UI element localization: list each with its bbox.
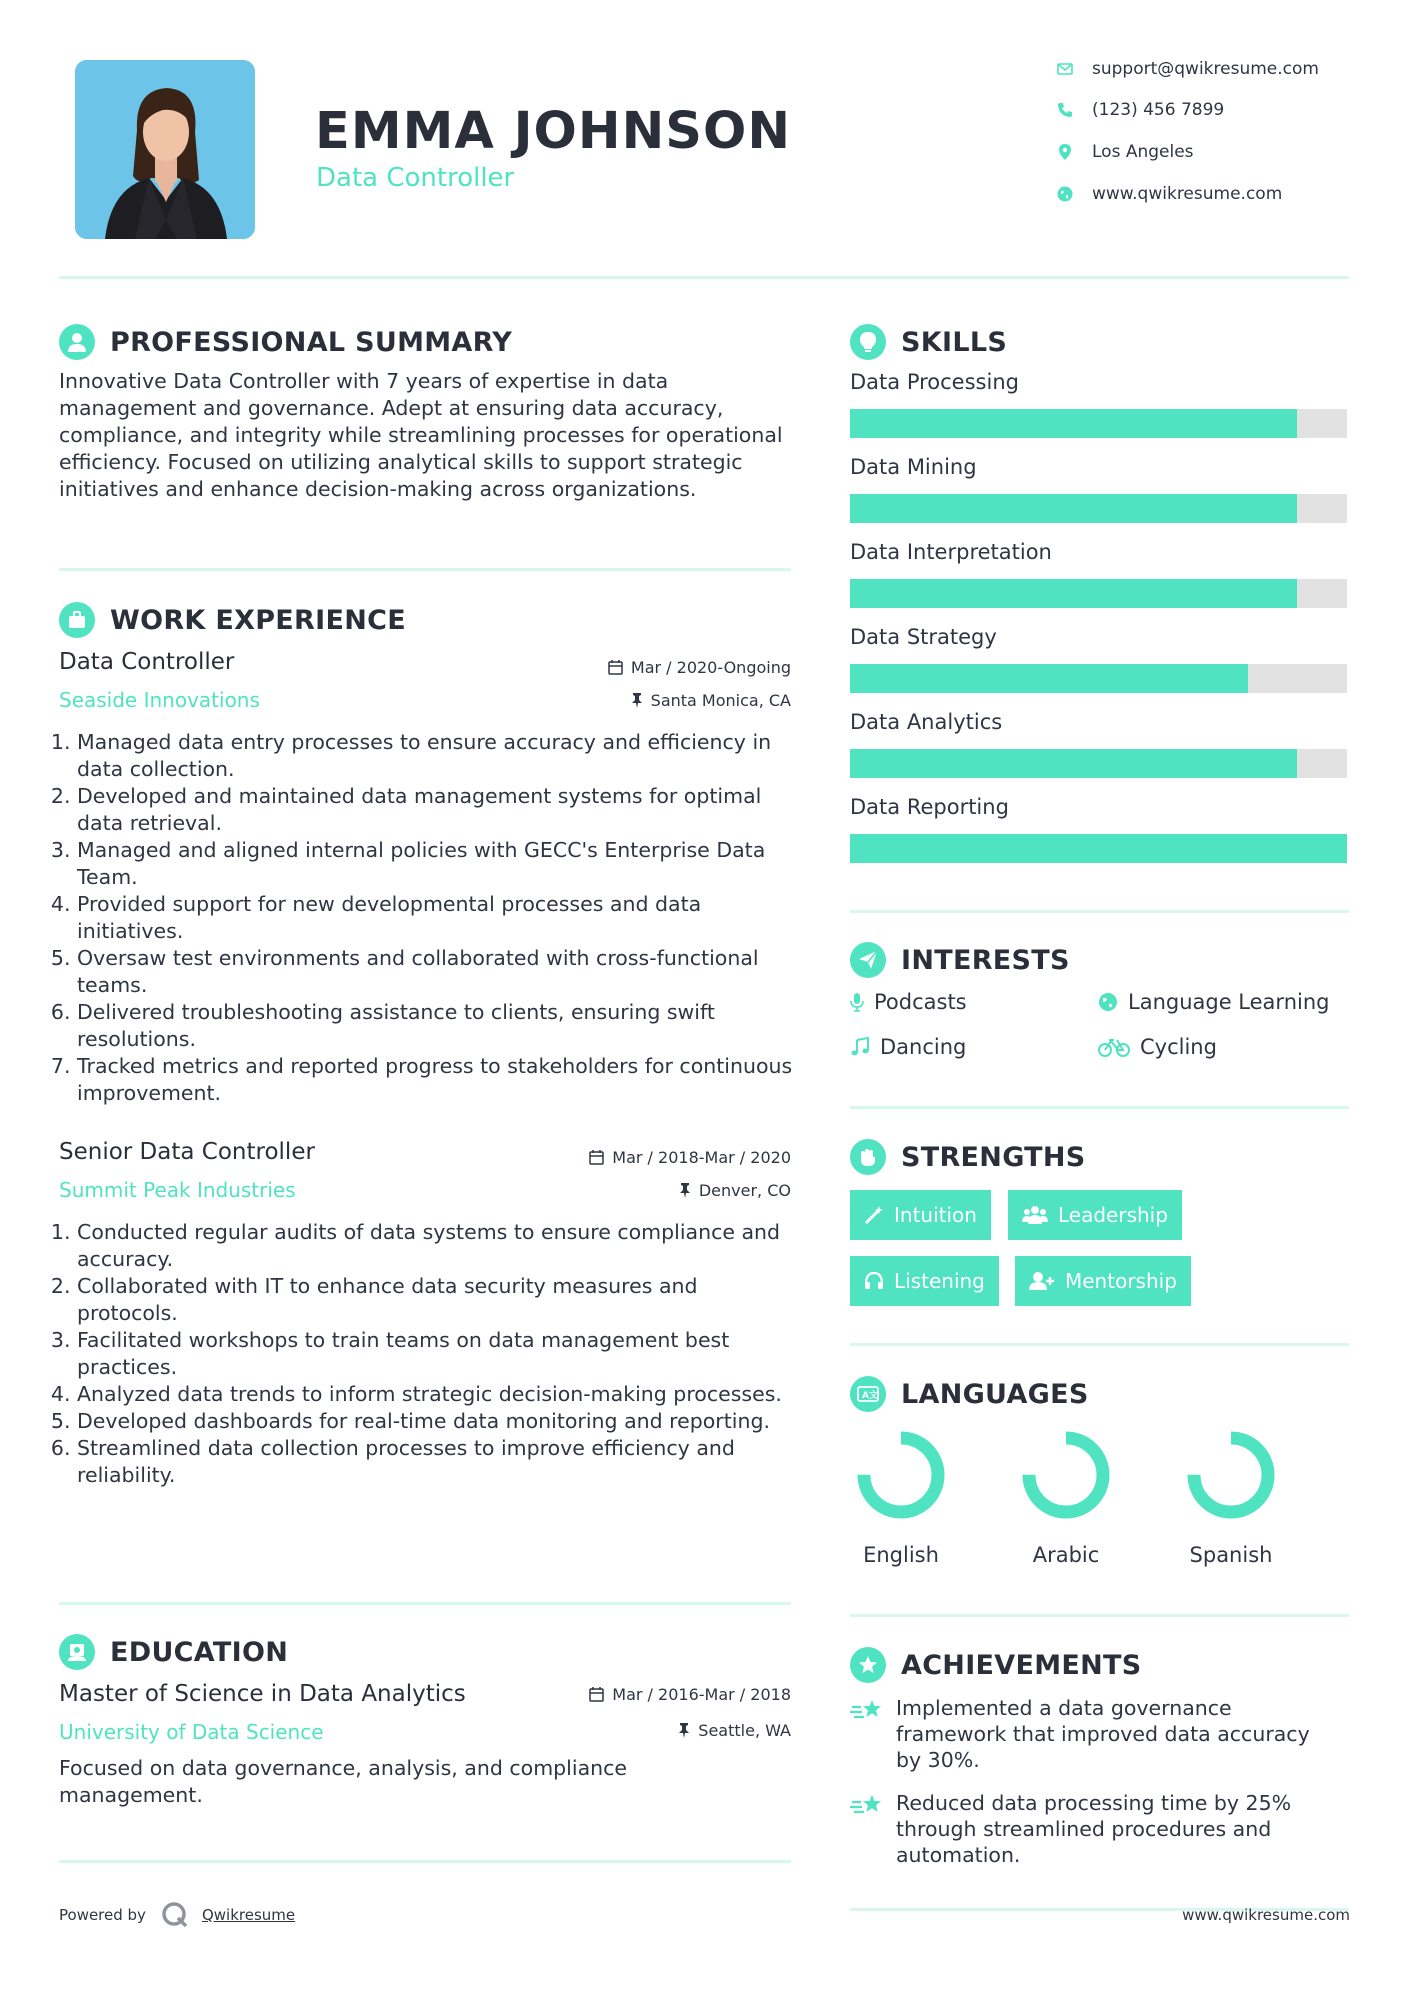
summary-divider — [59, 568, 791, 571]
strength-mentorship — [1015, 1256, 1191, 1306]
language-ring — [1183, 1427, 1279, 1523]
interest-dancing — [850, 1035, 966, 1059]
job-2-dates — [491, 1148, 791, 1167]
contact-location — [1056, 141, 1356, 163]
languages-heading — [850, 1376, 1089, 1412]
skill-label: Data Processing — [850, 370, 1019, 394]
job-2-title: Senior Data Controller — [59, 1139, 315, 1165]
strength-leadership-label: Leadership — [1058, 1203, 1168, 1227]
skill-bar-fill — [850, 834, 1347, 863]
list-item: 3. Facilitated workshops to train teams on data management best practices. — [77, 1327, 794, 1381]
contact-email[interactable] — [1056, 58, 1356, 80]
shooting-star-icon — [850, 1792, 884, 1868]
skill-bar-fill — [850, 579, 1297, 608]
list-item: 7. Tracked metrics and reported progress to stakeholders for continuous improvement. — [77, 1053, 794, 1107]
list-item: 5. Oversaw test environments and collaborated with cross-functional teams. — [77, 945, 794, 999]
user-plus-icon — [1029, 1271, 1055, 1291]
job-2-location-text: Denver, CO — [698, 1181, 791, 1200]
list-item: 4. Analyzed data trends to inform strategic decision-making processes. — [77, 1381, 794, 1408]
list-item: 1. Conducted regular audits of data systems to ensure compliance and accuracy. — [77, 1219, 794, 1273]
skills-heading-text: SKILLS — [901, 326, 1008, 358]
interests-heading — [850, 942, 1070, 978]
education-heading-text: EDUCATION — [110, 1636, 289, 1668]
strength-mentorship-label: Mentorship — [1065, 1269, 1177, 1293]
contact-email-text: support@qwikresume.com — [1092, 59, 1319, 79]
lightbulb-icon — [850, 324, 886, 360]
list-item: 4. Provided support for new developmental processes and data initiatives. — [77, 891, 794, 945]
job-1-title: Data Controller — [59, 649, 235, 675]
language-label: English — [863, 1543, 939, 1567]
contact-website[interactable] — [1056, 183, 1356, 205]
briefcase-icon — [59, 602, 95, 638]
contact-phone-text: (123) 456 7899 — [1092, 100, 1225, 120]
list-item: 6. Streamlined data collection processes to improve efficiency and reliability. — [77, 1435, 794, 1489]
summary-heading-text: PROFESSIONAL SUMMARY — [110, 326, 513, 358]
profile-photo — [75, 60, 255, 239]
music-note-icon — [850, 1037, 870, 1057]
skill-bar-fill — [850, 664, 1248, 693]
contact-website-text: www.qwikresume.com — [1092, 184, 1283, 204]
map-pin-icon — [1056, 143, 1074, 161]
candidate-name: EMMA JOHNSON — [315, 102, 792, 161]
interest-podcasts-label: Podcasts — [874, 990, 967, 1014]
phone-icon — [1056, 101, 1074, 119]
calendar-icon — [589, 1687, 604, 1702]
education-dates-text: Mar / 2016-Mar / 2018 — [612, 1685, 791, 1704]
skill-label: Data Mining — [850, 455, 977, 479]
job-1-location — [491, 691, 791, 710]
user-icon — [59, 324, 95, 360]
strengths-divider — [850, 1343, 1349, 1346]
language-ring-arc — [1029, 1438, 1103, 1512]
education-degree: Master of Science in Data Analytics — [59, 1681, 466, 1707]
footer-brand-link[interactable]: Qwikresume — [201, 1906, 296, 1924]
calendar-icon — [589, 1150, 604, 1165]
contact-phone[interactable] — [1056, 99, 1356, 121]
job-1-location-text: Santa Monica, CA — [650, 691, 791, 710]
star-badge-icon — [850, 1647, 886, 1683]
skill-bar-fill — [850, 494, 1297, 523]
achievement-2 — [850, 1790, 1330, 1868]
list-item: 5. Developed dashboards for real-time data monitoring and reporting. — [77, 1408, 794, 1435]
summary-text: Innovative Data Controller with 7 years of expertise in data management and governance. Adept at ensuring data accuracy, compliance, and integrity while streamlining processes for operational efficiency. Focused on utilizing analytical skills to support strategic initiatives and enhance decision-making across organizations. — [59, 369, 783, 501]
interest-dancing-label: Dancing — [880, 1035, 967, 1059]
contact-location-text: Los Angeles — [1092, 142, 1194, 162]
education-location-text: Seattle, WA — [698, 1721, 791, 1740]
education-description: Focused on data governance, analysis, and compliance management. — [59, 1756, 628, 1807]
skill-bar — [850, 579, 1347, 608]
education-location — [491, 1721, 791, 1740]
achievement-1-text: Implemented a data governance framework that improved data accuracy by 30%. — [896, 1696, 1310, 1772]
list-item: 3. Managed and aligned internal policies with GECC's Enterprise Data Team. — [77, 837, 794, 891]
mail-icon — [1056, 60, 1074, 78]
skills-divider — [850, 910, 1349, 913]
list-item: 2. Collaborated with IT to enhance data security measures and protocols. — [77, 1273, 794, 1327]
achievements-heading-text: ACHIEVEMENTS — [901, 1649, 1142, 1681]
qwikresume-logo-icon — [160, 1900, 190, 1930]
interests-divider — [850, 1106, 1349, 1109]
pin-icon — [678, 1723, 690, 1738]
experience-heading-text: WORK EXPERIENCE — [110, 604, 406, 636]
users-icon — [1022, 1205, 1048, 1225]
skill-bar — [850, 749, 1347, 778]
strength-listening — [850, 1256, 999, 1306]
language-ring-arc — [864, 1438, 938, 1512]
interests-heading-text: INTERESTS — [901, 944, 1070, 976]
interest-cycling — [1098, 1035, 1217, 1059]
strengths-heading — [850, 1139, 1086, 1175]
education-school: University of Data Science — [59, 1720, 324, 1744]
job-1-company: Seaside Innovations — [59, 688, 260, 712]
experience-heading — [59, 602, 406, 638]
skill-bar — [850, 834, 1347, 863]
job-1-bullets — [59, 729, 794, 1107]
strength-intuition — [850, 1190, 991, 1240]
list-item: 6. Delivered troubleshooting assistance to clients, ensuring swift resolutions. — [77, 999, 794, 1053]
list-item: 1. Managed data entry processes to ensure accuracy and efficiency in data collection. — [77, 729, 794, 783]
candidate-title: Data Controller — [316, 163, 515, 193]
strength-intuition-label: Intuition — [894, 1203, 977, 1227]
job-2-company: Summit Peak Industries — [59, 1178, 296, 1202]
calendar-icon — [608, 660, 623, 675]
svg-text:A: A — [862, 1391, 869, 1401]
job-2-dates-text: Mar / 2018-Mar / 2020 — [612, 1148, 791, 1167]
footer-powered-by — [59, 1900, 295, 1930]
interest-podcasts — [850, 990, 967, 1014]
svg-text:文: 文 — [869, 1391, 879, 1401]
language-icon — [850, 1376, 886, 1412]
microphone-icon — [850, 992, 864, 1012]
globe-icon — [1098, 992, 1118, 1012]
skill-label: Data Reporting — [850, 795, 1009, 819]
skill-bar — [850, 494, 1347, 523]
language-label: Arabic — [1032, 1543, 1100, 1567]
interest-language-label: Language Learning — [1128, 990, 1330, 1014]
experience-divider — [59, 1602, 791, 1605]
summary-heading — [59, 324, 512, 360]
footer-website[interactable]: www.qwikresume.com — [1182, 1906, 1350, 1924]
magic-wand-icon — [864, 1205, 884, 1225]
job-2-location — [491, 1181, 791, 1200]
skill-label: Data Analytics — [850, 710, 1003, 734]
fist-icon — [850, 1139, 886, 1175]
language-label: Spanish — [1189, 1543, 1273, 1567]
globe-icon — [1056, 185, 1074, 203]
pin-icon — [679, 1183, 691, 1198]
skill-label: Data Interpretation — [850, 540, 1052, 564]
list-item: 2. Developed and maintained data management systems for optimal data retrieval. — [77, 783, 794, 837]
job-2-bullets — [59, 1219, 794, 1489]
header-divider — [59, 276, 1349, 279]
skills-heading — [850, 324, 1007, 360]
languages-heading-text: LANGUAGES — [901, 1378, 1089, 1410]
strengths-heading-text: STRENGTHS — [901, 1141, 1086, 1173]
graduation-icon — [59, 1634, 95, 1670]
skill-bar-fill — [850, 409, 1297, 438]
paper-plane-icon — [850, 942, 886, 978]
interest-language-learning — [1098, 990, 1329, 1014]
shooting-star-icon — [850, 1697, 884, 1773]
language-ring — [853, 1427, 949, 1523]
skill-bar — [850, 409, 1347, 438]
job-1-dates-text: Mar / 2020-Ongoing — [630, 658, 791, 677]
skill-label: Data Strategy — [850, 625, 997, 649]
education-divider — [59, 1860, 791, 1863]
skill-bar-fill — [850, 749, 1297, 778]
bicycle-icon — [1098, 1037, 1130, 1057]
achievement-2-text: Reduced data processing time by 25% through streamlined procedures and automation. — [896, 1791, 1292, 1867]
strength-listening-label: Listening — [894, 1269, 985, 1293]
education-heading — [59, 1634, 288, 1670]
language-ring-arc — [1194, 1438, 1268, 1512]
language-ring — [1018, 1427, 1114, 1523]
interest-cycling-label: Cycling — [1140, 1035, 1217, 1059]
pin-icon — [631, 693, 643, 708]
achievements-heading — [850, 1647, 1142, 1683]
strength-leadership — [1008, 1190, 1182, 1240]
job-1-dates — [491, 658, 791, 677]
achievement-1 — [850, 1695, 1330, 1773]
footer-powered-text: Powered by — [59, 1906, 146, 1924]
languages-divider — [850, 1614, 1349, 1617]
education-dates — [491, 1685, 791, 1704]
skill-bar — [850, 664, 1347, 693]
headphones-icon — [864, 1271, 884, 1291]
